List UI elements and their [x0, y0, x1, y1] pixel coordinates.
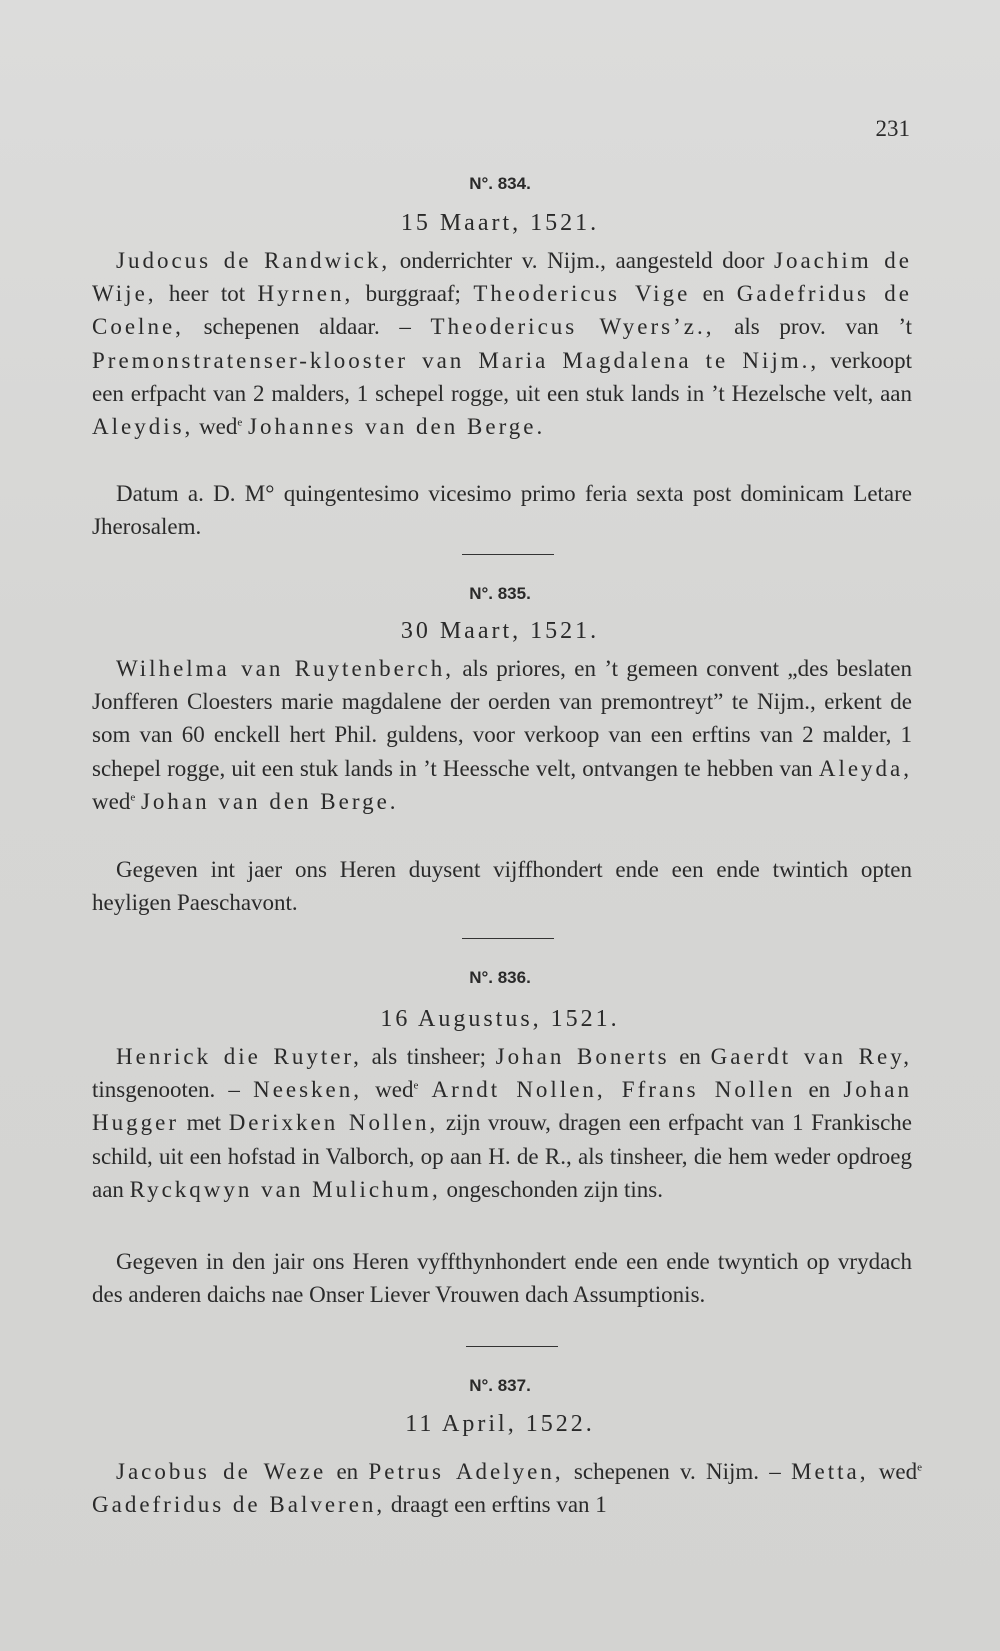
- person-name: Johan Bonerts: [495, 1044, 670, 1069]
- entry-date: 30 Maart, 1521.: [400, 618, 600, 644]
- entry-abstract: [92, 652, 912, 818]
- entry-number: N°. 837.: [469, 1376, 531, 1395]
- abstract-text: [418, 1077, 431, 1102]
- abstract-text: draagt een erftins van 1: [385, 1492, 607, 1518]
- person-name: Petrus Adelyen,: [368, 1459, 564, 1484]
- abstract-text: wed: [92, 788, 131, 814]
- person-name: Wilhelma van Ruytenberch,: [116, 656, 454, 681]
- entry-date: 16 Augustus, 1521.: [380, 1006, 620, 1032]
- abstract-text: als priores, en ’t gemeen convent „des beslaten Jonfferen Cloesters marie magdalene der oerden van premontreyt” te Nijm., erkent de som van 60 enckell hert Phil. guldens, voor verkoop van een erftins van 2 malder, 1 schepel rogge, uit een stuk lands in ’t Heessche velt, ontvangen te hebben van: [92, 656, 912, 781]
- abstract-text: zijn vrouw, dragen een erfpacht van 1 Frankische schild, uit een hofstad in Valborch, op aan H. de R., als tinsheer, die hem weder opdroeg aan: [92, 1110, 912, 1202]
- abstract-text: onderrichter v. Nijm., aangesteld door: [390, 248, 775, 273]
- entry-abstract: [92, 244, 912, 443]
- abstract-text: wed: [193, 414, 238, 440]
- abstract-text: tinsgenooten. –: [92, 1077, 254, 1103]
- entry-abstract: [92, 1455, 922, 1521]
- abstract-text: als tinsheer;: [361, 1044, 496, 1069]
- person-name: Jacobus de Weze: [116, 1459, 327, 1484]
- abstract-text: heer tot: [156, 281, 258, 307]
- abstract-text: en: [795, 1077, 844, 1103]
- person-name: Johan Hugger: [92, 1077, 912, 1136]
- person-name: Derixken Nollen,: [228, 1110, 439, 1136]
- person-name: Aleydis,: [92, 414, 194, 440]
- institution-name: Premonstratenser-klooster van Maria Magdalena te Nijm.,: [92, 347, 820, 373]
- entry-date: 11 April, 1522.: [405, 1411, 595, 1437]
- superscript: e: [413, 1079, 419, 1092]
- place-name: Hyrnen,: [257, 281, 354, 307]
- entry-dating-clause: Datum a. D. M° quingentesimo vicesimo primo feria sexta post dominicam Letare Jherosalem.: [92, 481, 912, 540]
- abstract-text: burggraaf;: [353, 281, 474, 307]
- person-name: Metta,: [791, 1459, 869, 1484]
- abstract-text: als prov. van ’t: [714, 314, 912, 340]
- person-name: Neesken,: [253, 1077, 363, 1103]
- section-divider: [466, 1346, 558, 1347]
- abstract-text: schepenen aldaar. –: [183, 314, 431, 340]
- entry-dating-clause: Gegeven in den jair ons Heren vyffthynhondert ende een ende twyntich op vrydach des anderen daichs nae Onser Liever Vrouwen dach Assumptionis.: [92, 1249, 912, 1308]
- abstract-text: wed: [362, 1077, 414, 1103]
- person-name: Joachim de Wije,: [92, 248, 913, 307]
- superscript: e: [917, 1461, 922, 1474]
- entry-abstract: [92, 1040, 912, 1206]
- entry-number: N°. 836.: [469, 968, 531, 987]
- page-number: 231: [875, 116, 910, 141]
- person-name: Gadefridus de Balveren,: [92, 1492, 386, 1518]
- abstract-text: en: [669, 1044, 711, 1069]
- abstract-text: ongeschonden zijn tins.: [440, 1176, 663, 1202]
- person-name: Judocus de Randwick,: [116, 248, 391, 273]
- section-divider: [462, 938, 554, 939]
- person-name: Gaerdt van Rey,: [710, 1044, 912, 1069]
- person-name: Ryckqwyn van Mulichum,: [129, 1176, 441, 1202]
- abstract-text: verkoopt een erfpacht van 2 malders, 1 schepel rogge, uit een stuk lands in ’t Hezelsche velt, aan: [92, 347, 912, 406]
- abstract-text: en: [690, 281, 737, 307]
- person-name: Aleyda,: [818, 755, 912, 781]
- section-divider: [462, 554, 554, 555]
- entry-dating-clause: Gegeven int jaer ons Heren duysent vijffhondert ende een ende twintich opten heyligen Paeschavont.: [92, 857, 912, 916]
- abstract-text: schepenen v. Nijm. –: [563, 1459, 792, 1484]
- entry-number: N°. 835.: [469, 584, 531, 603]
- person-name: Theodericus Wyers’z.,: [430, 314, 715, 340]
- superscript: e: [237, 416, 243, 429]
- person-name: Gadefridus de Coelne,: [92, 281, 912, 340]
- abstract-text: en: [326, 1459, 369, 1484]
- superscript: e: [130, 791, 136, 804]
- entry-number: N°. 834.: [469, 174, 531, 193]
- abstract-text: wed: [868, 1459, 918, 1484]
- person-name: Johannes van den Berge.: [248, 414, 546, 440]
- abstract-text: met: [178, 1110, 229, 1136]
- person-name: Henrick die Ruyter,: [116, 1044, 362, 1069]
- person-name: Theodericus Vige: [473, 281, 691, 307]
- person-name: Johan van den Berge.: [140, 788, 399, 814]
- entry-date: 15 Maart, 1521.: [400, 210, 600, 236]
- person-name: Arndt Nollen, Ffrans Nollen: [431, 1077, 796, 1103]
